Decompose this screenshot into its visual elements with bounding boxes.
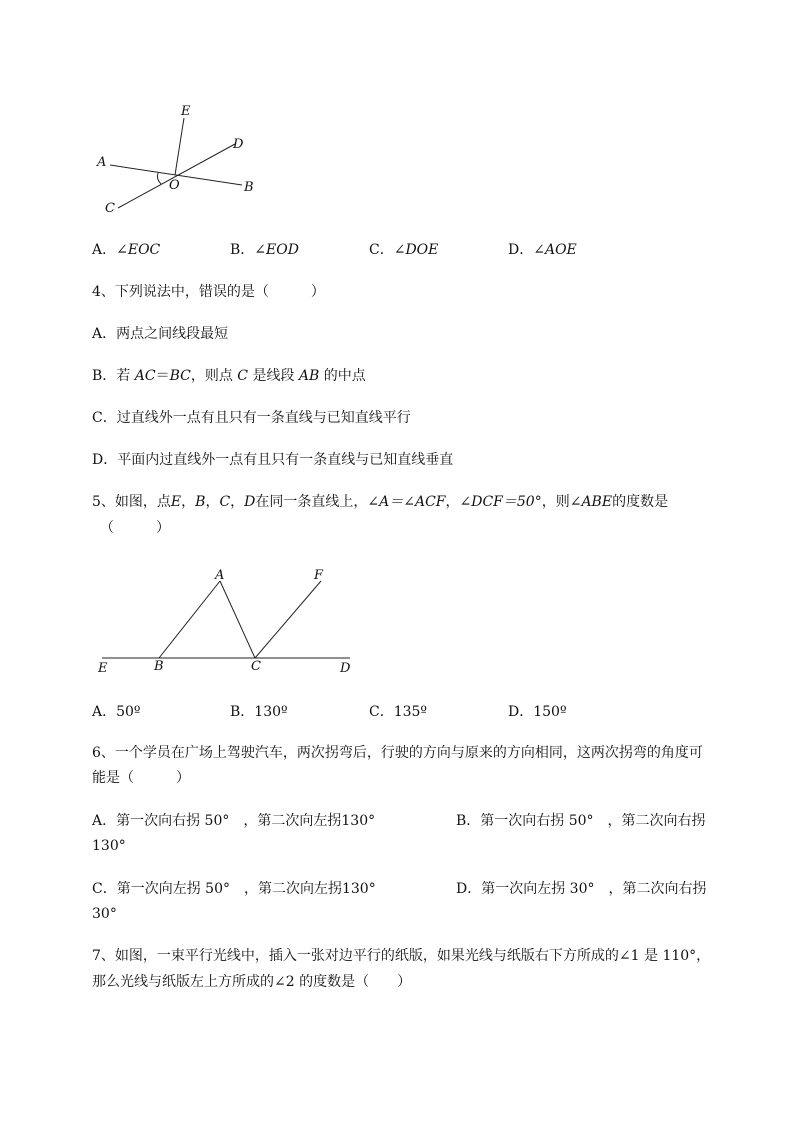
segment-ac bbox=[220, 581, 255, 658]
q4-option-a: A．两点之间线段最短 bbox=[92, 326, 229, 342]
q3-option-d: D．∠AOE bbox=[508, 242, 577, 258]
ray-oe bbox=[175, 118, 184, 175]
figure-intersecting-lines bbox=[90, 100, 270, 218]
q6-option-b-line2: 130° bbox=[92, 838, 126, 854]
q3-option-a: A．∠EOC bbox=[92, 242, 161, 258]
q6-stem-line2: 能是（ ） bbox=[92, 770, 190, 786]
q4-option-d: D．平面内过直线外一点有且只有一条直线与已知直线垂直 bbox=[92, 452, 454, 468]
q4-option-c: C．过直线外一点有且只有一条直线与已知直线平行 bbox=[92, 410, 411, 426]
q6-option-d-line1: D．第一次向左拐 30° ，第二次向右拐 bbox=[456, 881, 707, 897]
line-cd bbox=[118, 144, 235, 208]
q3-option-c: C．∠DOE bbox=[369, 242, 439, 258]
label-f: F bbox=[314, 568, 324, 583]
label-b: B bbox=[154, 659, 164, 674]
label-c: C bbox=[105, 201, 115, 216]
q6-option-d-line2: 30° bbox=[92, 906, 117, 922]
segment-ba bbox=[159, 581, 220, 658]
q5-option-c: C．135º bbox=[369, 704, 428, 720]
q5-paren: （ ） bbox=[100, 520, 170, 536]
label-b: B bbox=[244, 180, 254, 195]
label-c: C bbox=[251, 659, 261, 674]
q6-option-a: A．第一次向右拐 50° ，第二次向左拐130° bbox=[92, 813, 376, 829]
q3-option-b: B．∠EOD bbox=[230, 242, 299, 258]
q6-option-b-line1: B．第一次向右拐 50° ，第二次向右拐 bbox=[456, 813, 706, 829]
figure-triangle-on-line bbox=[92, 565, 362, 677]
q6-stem-line1: 6、一个学员在广场上驾驶汽车，两次拐弯后，行驶的方向与原来的方向相同，这两次拐弯的角度可 bbox=[92, 745, 703, 761]
q5-stem: 5、如图，点E，B，C，D在同一条直线上，∠A＝∠ACF，∠DCF＝50°，则∠ABE的度数是 bbox=[92, 494, 669, 510]
q6-option-c: C．第一次向左拐 50° ，第二次向左拐130° bbox=[92, 881, 376, 897]
q7-stem-line1: 7、如图，一束平行光线中，插入一张对边平行的纸版，如果光线与纸版右下方所成的∠1 是 110°， bbox=[92, 948, 711, 964]
q4-stem: 4、下列说法中，错误的是（ ） bbox=[92, 284, 325, 300]
label-a: A bbox=[97, 155, 107, 170]
q5-option-d: D．150º bbox=[508, 704, 567, 720]
label-d: D bbox=[233, 137, 244, 152]
label-a: A bbox=[215, 568, 225, 583]
q5-option-b: B．130º bbox=[230, 704, 288, 720]
q7-stem-line2: 那么光线与纸版左上方所成的∠2 的度数是（ ） bbox=[92, 974, 412, 990]
angle-arc bbox=[157, 173, 161, 184]
label-e: E bbox=[98, 661, 108, 676]
label-o: O bbox=[169, 178, 180, 193]
label-e: E bbox=[181, 104, 191, 119]
q4-option-b: B．若 AC＝BC，则点 C 是线段 AB 的中点 bbox=[92, 368, 366, 384]
label-d: D bbox=[340, 661, 351, 676]
ray-cf bbox=[255, 581, 321, 658]
q5-option-a: A．50º bbox=[92, 704, 141, 720]
